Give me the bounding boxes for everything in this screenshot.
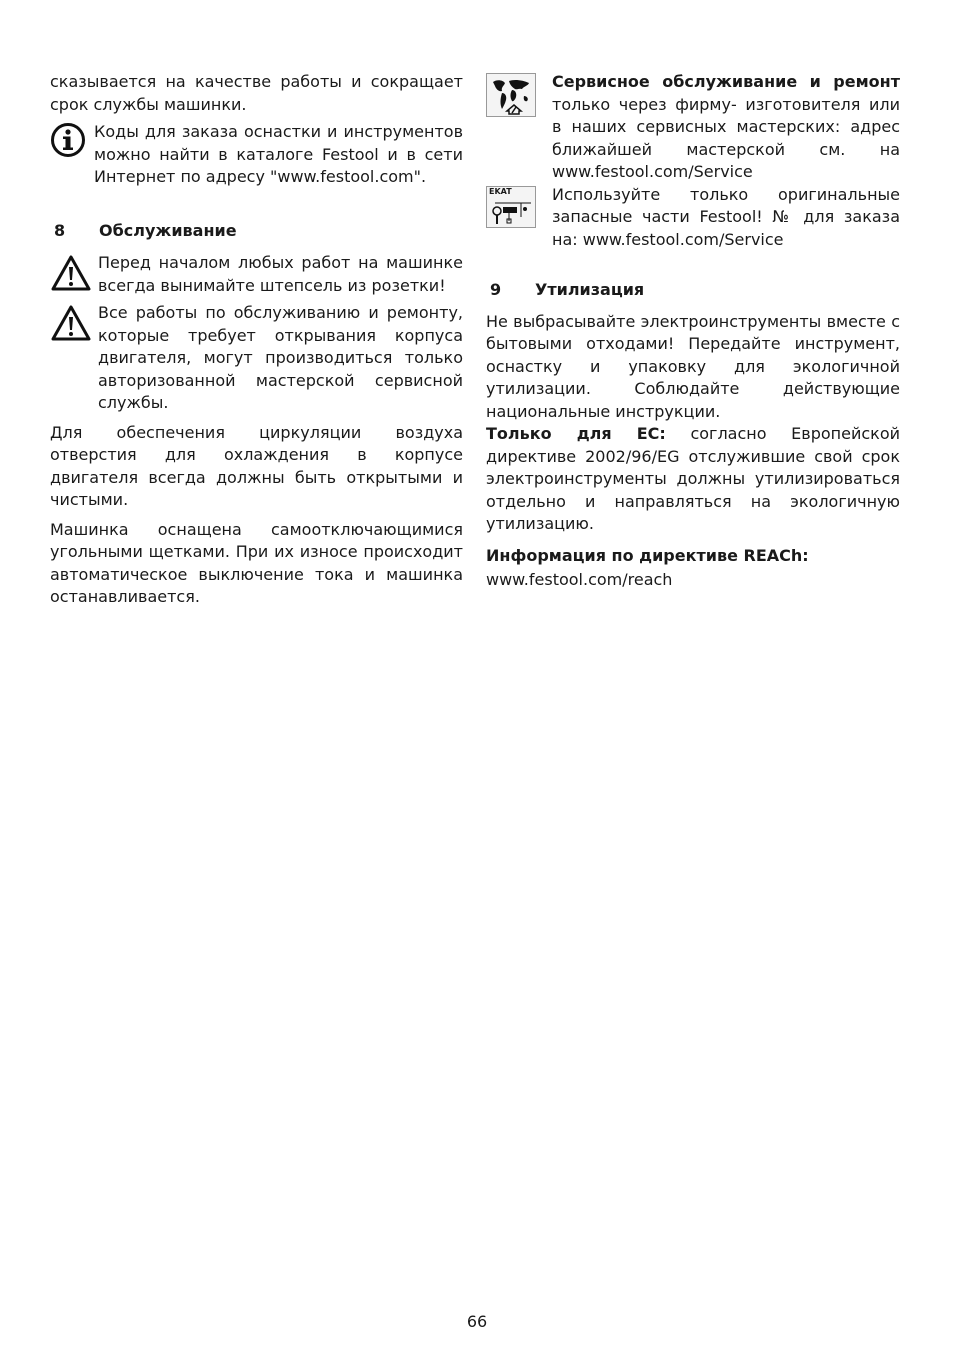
parts-note [486,184,900,252]
section-number: 9 [490,280,502,299]
section-9-heading [486,279,900,302]
service-rest: только через фирму- изготовителя или в наших сервисных мастерских: адрес ближайшей мастерской см. на www.festool.com/Service [552,94,900,181]
warning-text-2: Все работы по обслуживанию и ремонту, которые требует открывания корпуса двигателя, могут производиться только авторизованной мастерской сервисной службы. [98,303,463,412]
info-icon [50,122,86,165]
world-service-icon [486,73,536,117]
service-bold: Сервисное обслуживание и ремонт [552,72,900,91]
parts-text: Используйте только оригинальные запасные части Festool! № для заказа на: www.festool.com/Service [552,184,900,249]
warning-note-2 [50,302,463,415]
warning-text-1: Перед началом любых работ на машинке всегда вынимайте штепсель из розетки! [98,253,463,295]
ekat-label: EKAT [489,186,512,196]
warning-note-1 [50,252,463,297]
service-text [552,71,900,184]
warning-icon [50,304,92,349]
section-8-heading [50,220,463,243]
disposal-paragraph: Не выбрасывайте электроинструменты вместе с бытовыми отходами! Передайте инструмент, оснастку и упаковку для экологичной утилизации. Соблюдайте действующие национальные инструкции. [486,311,900,421]
info-note [50,121,463,189]
section-title: Утилизация [535,280,645,299]
eu-paragraph [486,423,900,536]
service-note [486,71,900,184]
ekat-parts-icon [486,186,536,228]
brushes-paragraph: Машинка оснащена самоотключающимися угольными щетками. При их износе происходит автоматическое выключение тока и машинка останавливается. [50,519,463,606]
info-note-text: Коды для заказа оснастки и инструментов можно найти в каталоге Festool и в сети Интернет по адресу "www.festool.com". [94,122,463,186]
intro-text: сказывается на качестве работы и сокращает срок службы машинки. [50,72,463,114]
eu-bold: Только для ЕС: [486,424,666,443]
reach-title: Информация по директиве REACh: [486,545,809,565]
section-number: 8 [54,220,66,240]
page-number: 66 [466,1312,488,1331]
warning-icon [50,254,92,299]
reach-link[interactable]: www.festool.com/reach [486,570,673,589]
eu-rest: согласно Европейской директиве 2002/96/EG отслужившие свой срок электроинструменты должны утилизироваться отдельно и направляться на экологичную утилизацию. [486,424,901,533]
section-title: Обслуживание [99,220,237,240]
right-column [486,71,900,592]
cooling-paragraph: Для обеспечения циркуляции воздуха отверстия для охлаждения в корпусе двигателя всегда должны быть открытыми и чистыми. [50,422,463,509]
left-column [50,71,463,609]
